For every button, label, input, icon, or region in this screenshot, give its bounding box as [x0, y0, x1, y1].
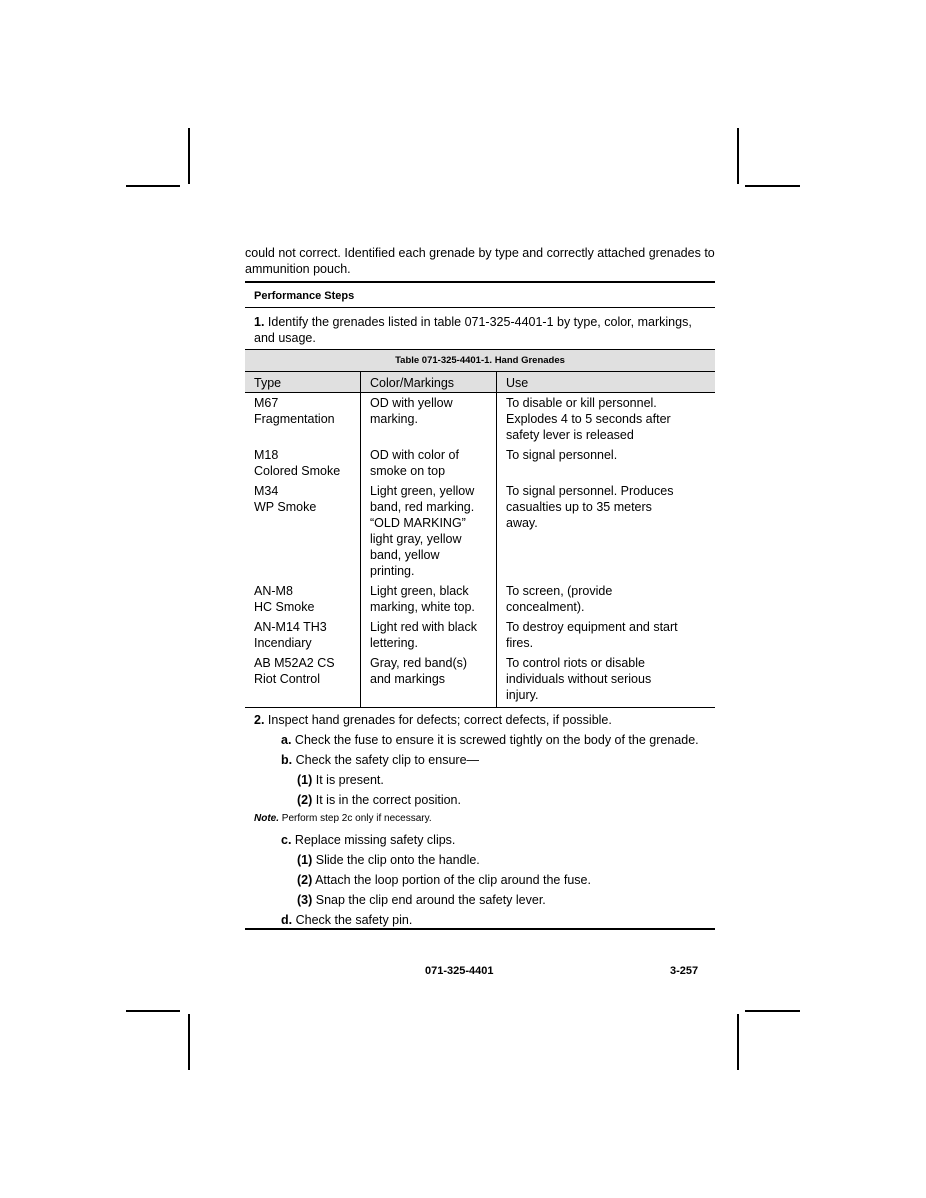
header-color-markings: Color/Markings [361, 372, 497, 393]
step-2c-label: c. [281, 833, 292, 847]
cell-color-markings-line: smoke on top [370, 464, 446, 478]
step-2c-1-num: (1) [297, 853, 313, 867]
step-2-text: Inspect hand grenades for defects; correct defects, if possible. [267, 713, 612, 727]
cell-type [245, 619, 361, 655]
step-1-number: 1. [254, 315, 265, 329]
cell-use [497, 483, 716, 583]
cell-use-line: To disable or kill personnel. [506, 396, 657, 410]
cell-type-line: AN-M14 TH3 [254, 620, 327, 634]
table-row [245, 483, 715, 583]
cell-type-line: HC Smoke [254, 600, 315, 614]
cell-color-markings [361, 619, 497, 655]
note-text: Perform step 2c only if necessary. [281, 813, 432, 824]
crop-mark-top-left-horizontal [126, 185, 180, 187]
cell-type-line: Incendiary [254, 636, 312, 650]
cell-color-markings-line: OD with yellow [370, 396, 453, 410]
performance-steps-heading: Performance Steps [254, 290, 355, 302]
crop-mark-top-right-horizontal [745, 185, 800, 187]
step-2-number: 2. [254, 713, 265, 727]
cell-type-line: WP Smoke [254, 500, 317, 514]
cell-type-line: Colored Smoke [254, 464, 341, 478]
cell-use [497, 393, 716, 448]
step-2b [245, 752, 715, 768]
cell-color-markings-line: light gray, yellow [370, 532, 462, 546]
cell-color-markings-line: Light green, black [370, 584, 469, 598]
cell-color-markings-line: marking, white top. [370, 600, 475, 614]
content-bottom-rule [245, 928, 715, 930]
cell-type-line: Fragmentation [254, 412, 335, 426]
cell-color-markings-line: Gray, red band(s) [370, 656, 468, 670]
crop-mark-bottom-right-horizontal [745, 1010, 800, 1012]
cell-type [245, 393, 361, 448]
cell-color-markings-line: marking. [370, 412, 418, 426]
step-2d [245, 912, 715, 928]
cell-color-markings-line: Light red with black [370, 620, 478, 634]
step-2b-2 [245, 792, 715, 808]
table-row [245, 655, 715, 708]
intro-text: could not correct. Identified each grenade by type and correctly attached grenades to ammunition pouch. [245, 246, 715, 276]
step-2a [245, 732, 715, 748]
cell-color-markings [361, 393, 497, 448]
cell-color-markings-line: band, yellow [370, 548, 440, 562]
step-2c-3-num: (3) [297, 893, 313, 907]
cell-color-markings-line: band, red marking. [370, 500, 475, 514]
cell-type-line: M18 [254, 448, 279, 462]
step-2b-2-num: (2) [297, 793, 313, 807]
hand-grenades-table [245, 349, 715, 708]
cell-color-markings [361, 447, 497, 483]
note [254, 812, 715, 826]
step-2d-text: Check the safety pin. [295, 913, 413, 927]
step-2a-text: Check the fuse to ensure it is screwed tightly on the body of the grenade. [294, 733, 699, 747]
crop-mark-top-right-vertical [737, 128, 739, 184]
cell-use-line: To signal personnel. [506, 448, 618, 462]
cell-use-line: To control riots or disable [506, 656, 645, 670]
cell-color-markings-line: and markings [370, 672, 446, 686]
header-use: Use [497, 372, 716, 393]
step-1 [245, 308, 715, 349]
step-2 [245, 712, 715, 928]
cell-type [245, 583, 361, 619]
step-2c-text: Replace missing safety clips. [294, 833, 456, 847]
step-2b-2-text: It is in the correct position. [315, 793, 461, 807]
cell-type [245, 447, 361, 483]
cell-use-line: individuals without serious [506, 672, 652, 686]
table-row [245, 619, 715, 655]
cell-use-line: fires. [506, 636, 534, 650]
step-2b-1 [245, 772, 715, 788]
cell-color-markings-line: printing. [370, 564, 415, 578]
step-2c-2 [245, 872, 715, 888]
crop-mark-bottom-left-horizontal [126, 1010, 180, 1012]
cell-type-line: Riot Control [254, 672, 320, 686]
step-2b-text: Check the safety clip to ensure— [295, 753, 480, 767]
cell-use-line: casualties up to 35 meters [506, 500, 652, 514]
header-type: Type [245, 372, 361, 393]
cell-type-line: AB M52A2 CS [254, 656, 335, 670]
step-2a-label: a. [281, 733, 292, 747]
cell-use-line: injury. [506, 688, 539, 702]
cell-type-line: M67 [254, 396, 279, 410]
cell-type-line: M34 [254, 484, 279, 498]
step-2c-1 [245, 852, 715, 868]
cell-color-markings-line: Light green, yellow [370, 484, 475, 498]
crop-mark-bottom-left-vertical [188, 1014, 190, 1070]
step-2d-label: d. [281, 913, 293, 927]
cell-color-markings-line: OD with color of [370, 448, 459, 462]
cell-type [245, 655, 361, 708]
cell-use-line: To destroy equipment and start [506, 620, 678, 634]
cell-color-markings [361, 483, 497, 583]
cell-color-markings [361, 655, 497, 708]
step-2c-1-text: Slide the clip onto the handle. [315, 853, 480, 867]
table-row [245, 447, 715, 483]
cell-use [497, 655, 716, 708]
step-2c [245, 832, 715, 848]
cell-use [497, 447, 716, 483]
cell-use-line: To signal personnel. Produces [506, 484, 674, 498]
step-2b-1-text: It is present. [315, 773, 384, 787]
step-2c-2-num: (2) [297, 873, 313, 887]
cell-use-line: To screen, (provide [506, 584, 613, 598]
table-row [245, 583, 715, 619]
footer-page-number: 3-257 [670, 965, 699, 977]
cell-color-markings-line: lettering. [370, 636, 418, 650]
step-2c-2-text: Attach the loop portion of the clip around the fuse. [315, 873, 591, 887]
step-2-line [245, 712, 715, 728]
cell-use-line: safety lever is released [506, 428, 634, 442]
table-row [245, 393, 715, 448]
note-label: Note. [254, 813, 279, 824]
step-2c-3-text: Snap the clip end around the safety lever. [315, 893, 546, 907]
cell-use-line: Explodes 4 to 5 seconds after [506, 412, 671, 426]
cell-type-line: AN-M8 [254, 584, 293, 598]
step-2b-1-num: (1) [297, 773, 313, 787]
cell-color-markings [361, 583, 497, 619]
page-content [245, 245, 715, 930]
table-caption: Table 071-325-4401-1. Hand Grenades [245, 350, 715, 372]
cell-type [245, 483, 361, 583]
crop-mark-top-left-vertical [188, 128, 190, 184]
cell-use [497, 583, 716, 619]
footer-task-number: 071-325-4401 [425, 965, 494, 977]
cell-use-line: concealment). [506, 600, 585, 614]
step-2c-3 [245, 892, 715, 908]
crop-mark-bottom-right-vertical [737, 1014, 739, 1070]
step-2b-label: b. [281, 753, 293, 767]
table-caption-row [245, 350, 715, 372]
cell-color-markings-line: “OLD MARKING” [370, 516, 466, 530]
table-header-row [245, 372, 715, 393]
step-1-text: Identify the grenades listed in table 071-325-4401-1 by type, color, markings, and usage. [254, 315, 692, 345]
cell-use [497, 619, 716, 655]
cell-use-line: away. [506, 516, 538, 530]
